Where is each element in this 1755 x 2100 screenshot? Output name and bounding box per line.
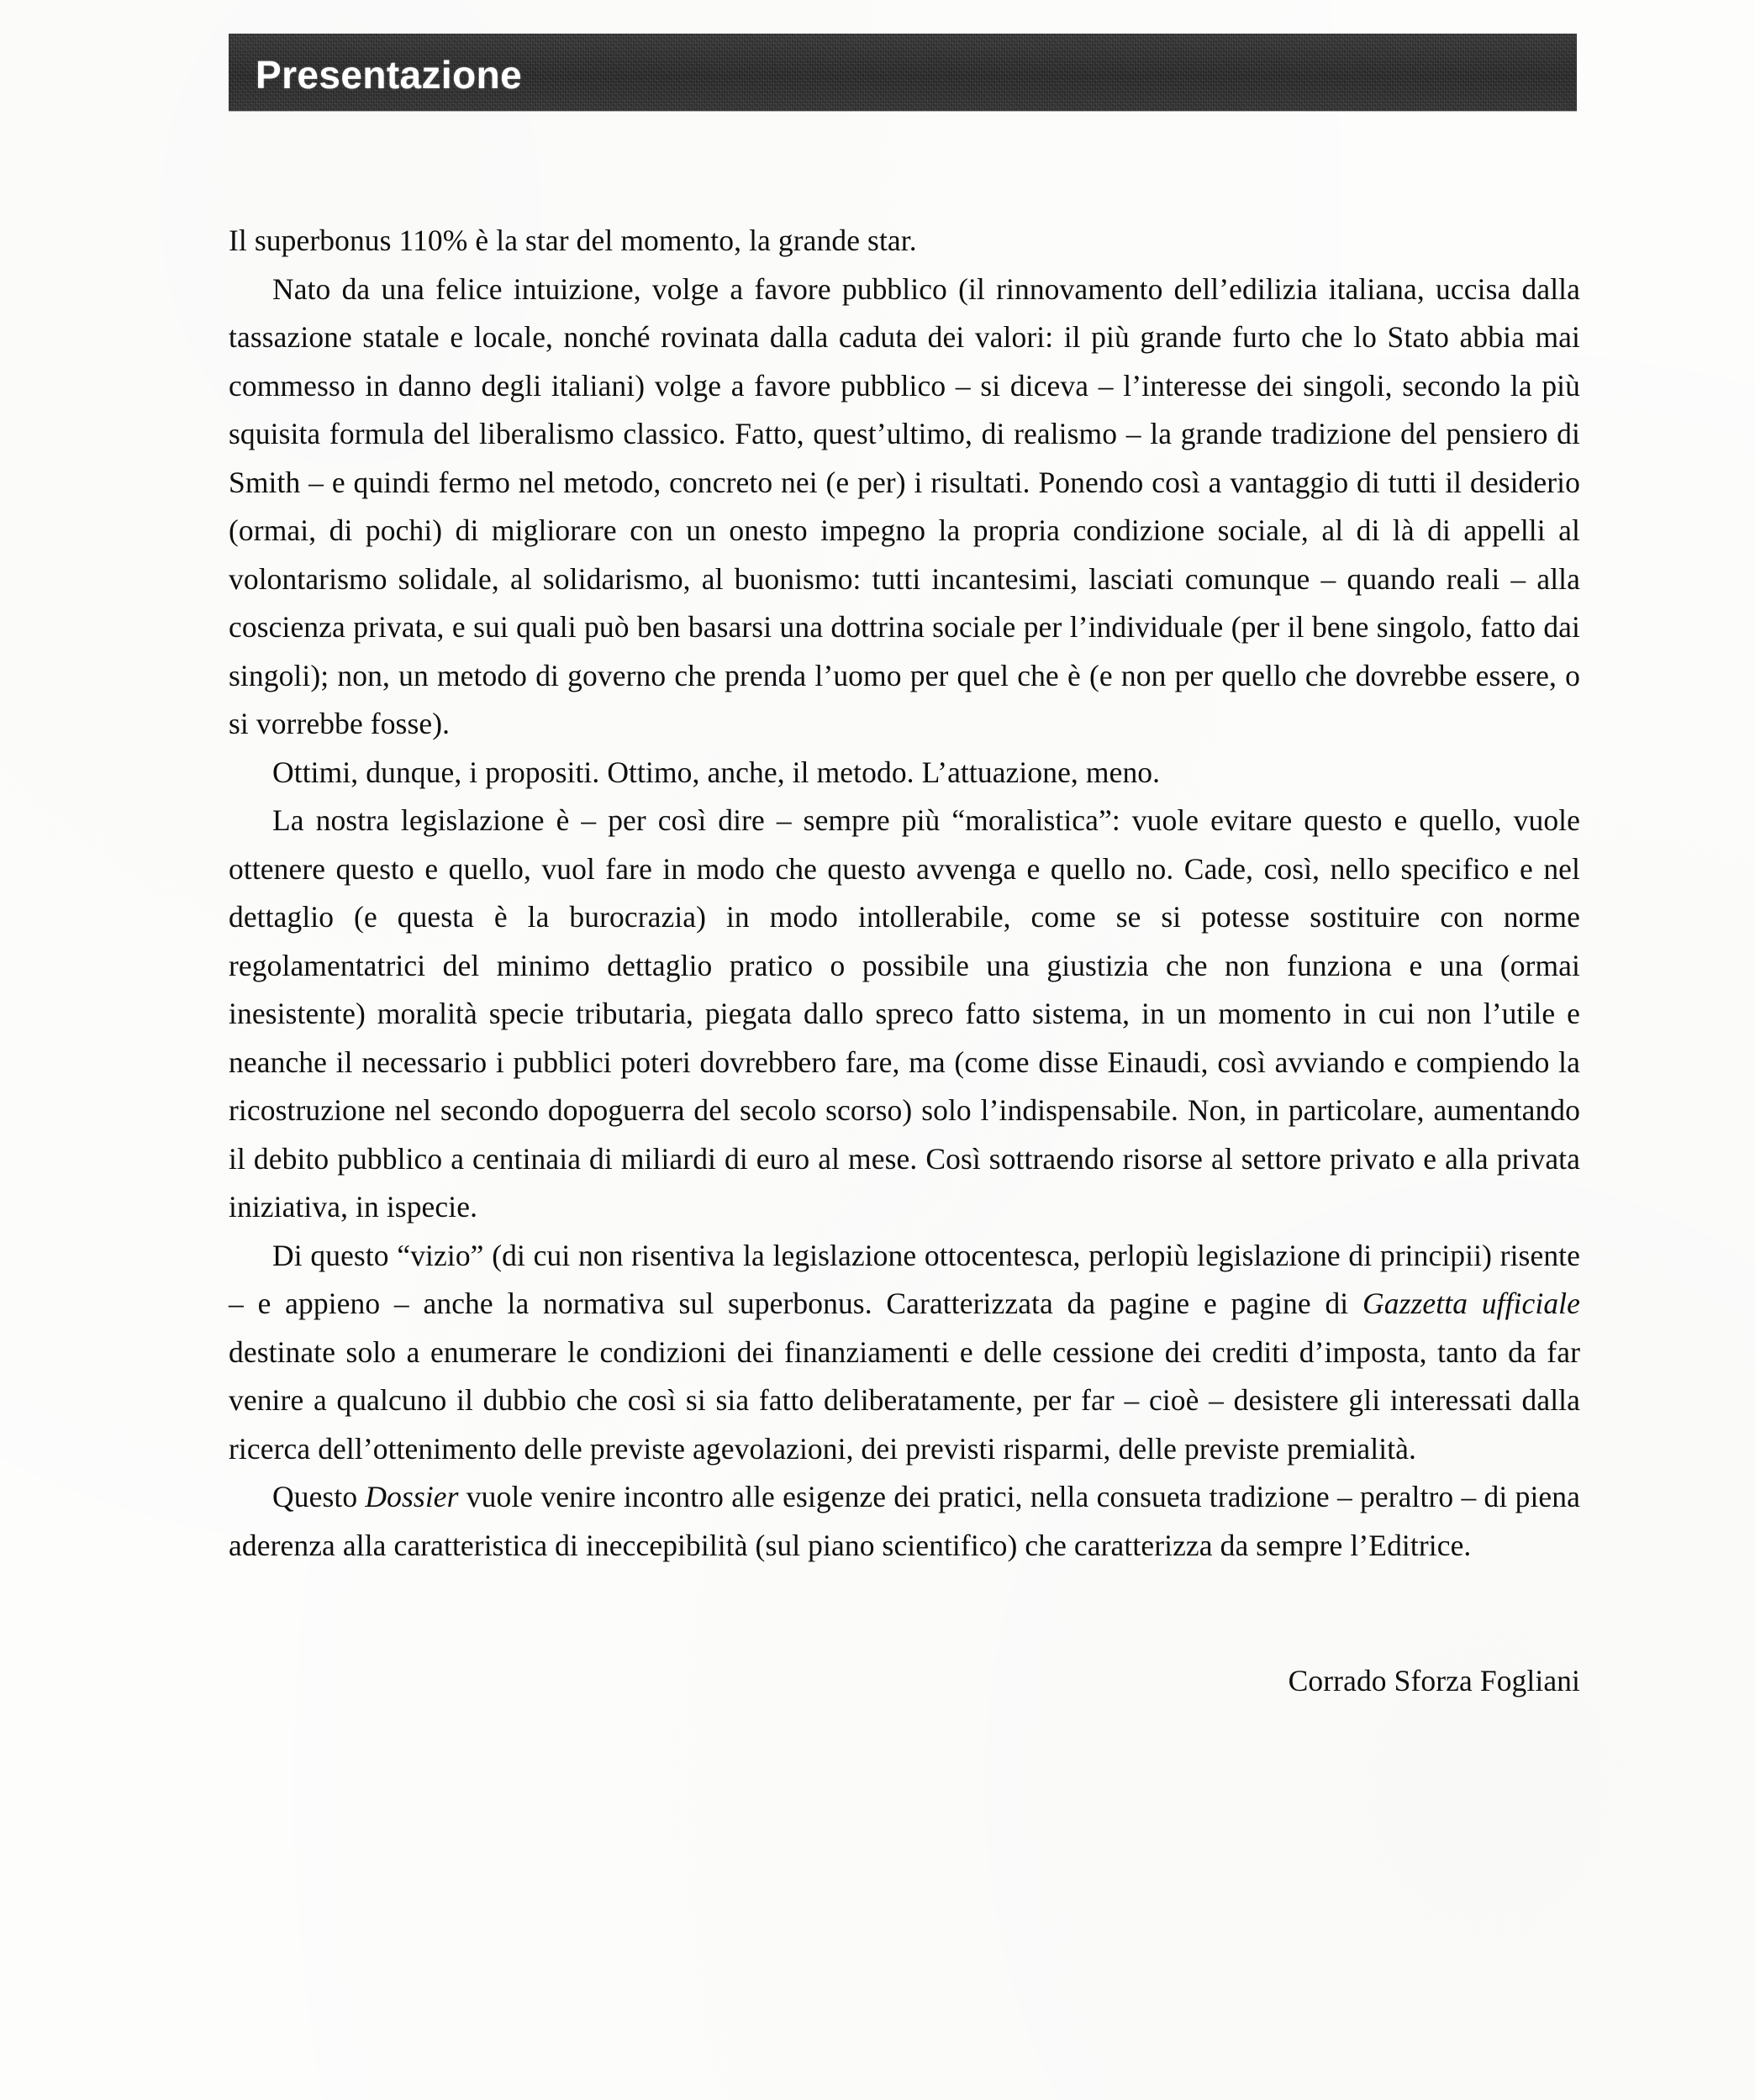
publication-name-gazzetta: Gazzetta ufficiale — [1362, 1287, 1580, 1320]
author-signature: Corrado Sforza Fogliani — [1288, 1664, 1580, 1697]
paragraph-6-segment-1: Questo — [272, 1480, 366, 1513]
paragraph-4: La nostra legislazione è – per così dire – sempre più “moralistica”: vuole evitare questo e quello, vuole ottenere questo e quello, vuol fare in modo che questo avvenga e quello no. Cade, così, nello specifico e nel dettaglio (e questa è la burocrazia) in modo intollerabile, come se si potesse sostituire con norme regolamentatrici del minimo dettaglio pratico o possibile una giustizia che non funziona e una (ormai inesistente) moralità specie tributaria, piegata dallo spreco fatto sistema, in un momento in cui non l’utile e neanche il necessario i pubblici poteri dovrebbero fare, ma (come disse Einaudi, così avviando e compiendo la ricostruzione nel secondo dopoguerra del secolo scorso) solo l’indispensabile. Non, in particolare, aumentando il debito pubblico a centinaia di miliardi di euro al mese. Così sottraendo risorse al settore privato e alla privata iniziativa, in ispecie. — [229, 803, 1580, 1224]
page-title: Presentazione — [256, 53, 523, 97]
paragraph-6 — [229, 1473, 1580, 1570]
paragraph-2: Nato da una felice intuizione, volge a favore pubblico (il rinnovamento dell’edilizia italiana, uccisa dalla tassazione statale e locale, nonché rovinata dalla caduta dei valori: il più grande furto che lo Stato abbia mai commesso in danno degli italiani) volge a favore pubblico – si diceva – l’interesse dei singoli, secondo la più squisita formula del liberalismo classico. Fatto, quest’ultimo, di realismo – la grande tradizione del pensiero di Smith – e quindi fermo nel metodo, concreto nei (e per) i risultati. Ponendo così a vantaggio di tutti il desiderio (ormai, di pochi) di migliorare con un onesto impegno la propria condizione sociale, al di là di appelli al volontarismo solidale, al solidarismo, al buonismo: tutti incantesimi, lasciati comunque – quando reali – alla coscienza privata, e sui quali può ben basarsi una dottrina sociale per l’individuale (per il bene singolo, fatto dai singoli); non, un metodo di governo che prenda l’uomo per quel che è (e non per quello che dovrebbe essere, o si vorrebbe fosse). — [229, 271, 1580, 740]
paragraph-5-segment-3: destinate solo a enumerare le condizioni dei finanziamenti e delle cessione dei crediti d’imposta, tanto da far venire a qualcuno il dubbio che così si sia fatto deliberatamente, per far – cioè – desistere gli interessati dalla ricerca dell’ottenimento delle previste agevolazioni, dei previsti risparmi, delle previste premialità. — [229, 1334, 1580, 1466]
paragraph-6-segment-3: vuole venire incontro alle esigenze dei pratici, nella consueta tradizione – peraltro – di piena aderenza alla caratteristica di ineccepibilità (sul piano scientifico) che caratterizza da sempre l’Editrice. — [229, 1480, 1580, 1562]
section-header-banner — [229, 34, 1577, 111]
publication-name-dossier: Dossier — [365, 1480, 459, 1513]
paragraph-5 — [229, 1232, 1580, 1474]
body-text-column — [229, 217, 1580, 1706]
paragraph-3: Ottimi, dunque, i propositi. Ottimo, anche, il metodo. L’attuazione, meno. — [272, 755, 1161, 789]
paragraph-5-segment-1: Di questo “vizio” (di cui non risentiva la legislazione ottocentesca, perlopiù legislazione di principii) risente – e appieno – anche la normativa sul superbonus. Caratterizzata da pagine e pagine di — [229, 1238, 1580, 1320]
paragraph-1: Il superbonus 110% è la star del momento, la grande star. — [229, 224, 917, 257]
